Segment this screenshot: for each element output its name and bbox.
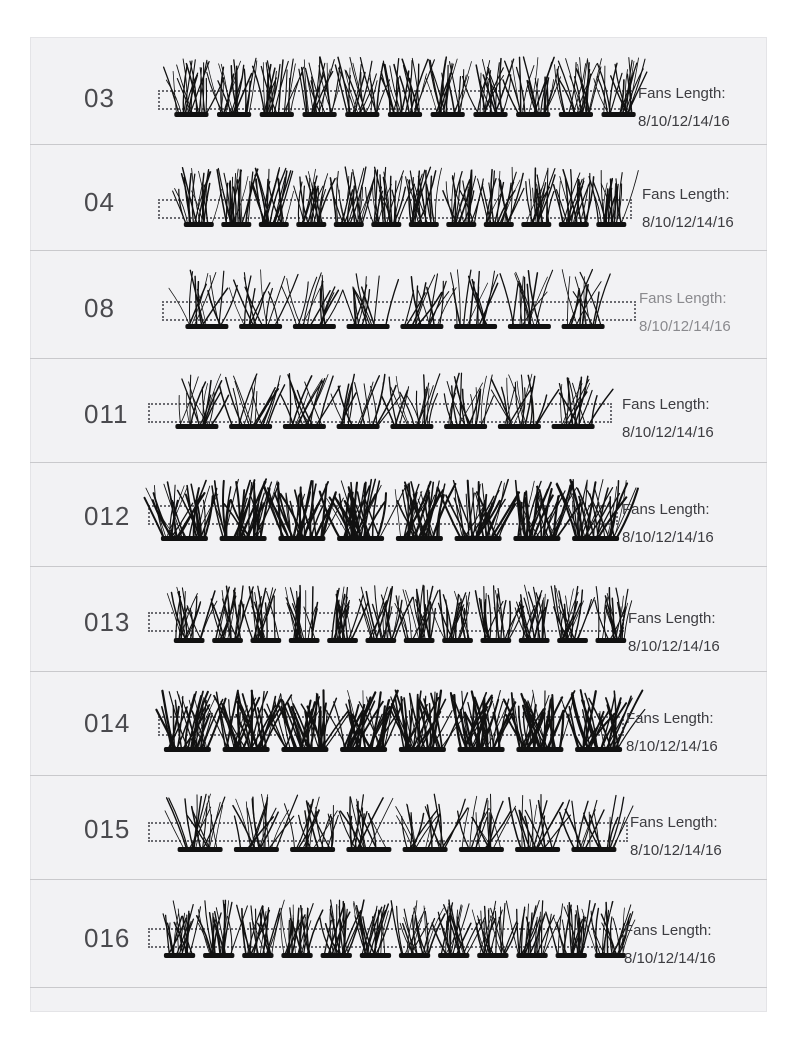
style-code: 016 <box>84 923 131 953</box>
lash-cluster <box>595 587 632 643</box>
lash-cluster <box>546 901 595 958</box>
lash-cluster <box>167 587 217 643</box>
lash-cluster <box>233 794 298 852</box>
lash-cluster <box>396 794 468 852</box>
lash-cluster <box>451 270 498 329</box>
lash-strip <box>172 790 622 858</box>
lash-strip <box>170 581 630 649</box>
style-code: 03 <box>84 83 115 113</box>
lash-cluster <box>327 587 368 643</box>
lash-cluster <box>521 168 555 227</box>
lash-cluster <box>382 374 440 429</box>
lash-cluster <box>253 59 304 117</box>
fans-length-values: 8/10/12/14/16 <box>622 529 714 546</box>
lash-cluster <box>504 690 575 752</box>
lash-cluster <box>286 586 320 643</box>
lash-cluster <box>165 794 225 852</box>
fans-length-info <box>626 705 718 761</box>
fans-length-info <box>642 181 734 237</box>
fans-length-label: Fans Length: <box>638 85 726 102</box>
lash-cluster <box>330 167 374 227</box>
lash-cluster <box>207 58 257 117</box>
lash-cluster <box>438 480 519 541</box>
lash-cluster <box>353 901 392 958</box>
lash-cluster <box>242 586 282 643</box>
fans-length-values: 8/10/12/14/16 <box>639 318 731 335</box>
lash-cluster <box>431 590 473 643</box>
style-code: 014 <box>84 708 131 738</box>
lash-cluster <box>555 58 602 118</box>
lash-cluster <box>400 274 456 329</box>
fans-length-info <box>622 391 714 447</box>
lash-cluster <box>366 167 415 227</box>
lash-cluster <box>381 58 434 117</box>
lash-cluster <box>145 481 218 541</box>
lash-cluster <box>491 374 559 429</box>
lash-cluster <box>500 270 552 329</box>
lash-strip <box>170 369 600 435</box>
style-code: 08 <box>84 293 115 323</box>
style-code: 04 <box>84 187 115 217</box>
lash-cluster <box>478 167 524 227</box>
lash-cluster <box>164 59 224 117</box>
fans-length-label: Fans Length: <box>630 814 718 831</box>
style-code: 011 <box>84 399 129 429</box>
lash-cluster <box>443 170 483 227</box>
fans-length-info <box>624 917 716 973</box>
lash-cluster <box>320 479 406 541</box>
lash-cluster <box>211 586 253 643</box>
fans-length-values: 8/10/12/14/16 <box>626 738 718 755</box>
lash-cluster <box>551 586 594 643</box>
lash-cluster <box>237 900 285 958</box>
fans-length-label: Fans Length: <box>622 501 710 518</box>
lash-cluster <box>169 270 237 329</box>
lash-cluster <box>252 168 294 227</box>
lash-cluster <box>280 374 340 429</box>
lash-cluster <box>294 169 335 227</box>
fans-length-label: Fans Length: <box>626 710 714 727</box>
lash-strip <box>155 475 625 547</box>
lash-cluster <box>163 901 200 958</box>
lash-row-011 <box>30 359 767 463</box>
lash-row-012 <box>30 463 767 567</box>
lash-cluster <box>515 585 549 643</box>
lash-row-014 <box>30 672 767 776</box>
fans-length-label: Fans Length: <box>624 922 712 939</box>
lash-cluster <box>175 374 228 429</box>
fans-length-values: 8/10/12/14/16 <box>642 214 734 231</box>
lash-cluster <box>220 374 285 429</box>
fans-length-label: Fans Length: <box>642 186 730 203</box>
lash-cluster <box>444 373 493 429</box>
lash-cluster <box>197 900 248 958</box>
style-code: 012 <box>84 501 131 531</box>
fans-length-info <box>638 80 730 136</box>
lash-cluster <box>173 168 222 227</box>
lash-cluster <box>217 168 258 227</box>
lash-cluster <box>406 167 442 227</box>
lash-row-013 <box>30 567 767 672</box>
lash-row-03 <box>30 37 767 145</box>
fans-length-values: 8/10/12/14/16 <box>624 950 716 967</box>
style-code: 015 <box>84 814 131 844</box>
fans-length-values: 8/10/12/14/16 <box>630 842 722 859</box>
fans-length-info <box>628 605 720 661</box>
lash-cluster <box>513 481 581 541</box>
fans-length-label: Fans Length: <box>622 396 710 413</box>
lash-strip <box>180 265 610 335</box>
lash-cluster <box>281 273 342 329</box>
lash-cluster <box>509 795 570 852</box>
lash-strip <box>170 53 640 123</box>
lash-cluster <box>335 57 389 117</box>
lash-cluster <box>562 270 611 329</box>
lash-cluster <box>391 901 445 958</box>
lash-row-015 <box>30 776 767 880</box>
lash-cluster <box>554 170 594 227</box>
lash-cluster <box>476 586 524 643</box>
fans-length-info <box>630 809 722 865</box>
fans-length-label: Fans Length: <box>639 290 727 307</box>
lash-cluster <box>395 585 438 643</box>
fans-length-values: 8/10/12/14/16 <box>638 113 730 130</box>
lash-cluster <box>458 794 516 852</box>
fans-length-values: 8/10/12/14/16 <box>622 424 714 441</box>
lash-cluster <box>343 274 399 329</box>
lash-cluster <box>281 904 323 958</box>
lash-row-04 <box>30 145 767 251</box>
lash-strip <box>158 686 628 758</box>
fans-length-values: 8/10/12/14/16 <box>628 638 720 655</box>
lash-row-016 <box>30 880 767 988</box>
lash-strip <box>180 163 630 233</box>
fans-length-info <box>639 285 731 341</box>
lash-cluster <box>339 795 393 852</box>
fans-length-label: Fans Length: <box>628 610 716 627</box>
lash-cluster <box>284 797 338 852</box>
fans-length-info <box>622 496 714 552</box>
style-code: 013 <box>84 607 131 637</box>
lash-strip <box>160 896 630 964</box>
lash-cluster <box>506 900 560 958</box>
lash-row-08 <box>30 251 767 359</box>
